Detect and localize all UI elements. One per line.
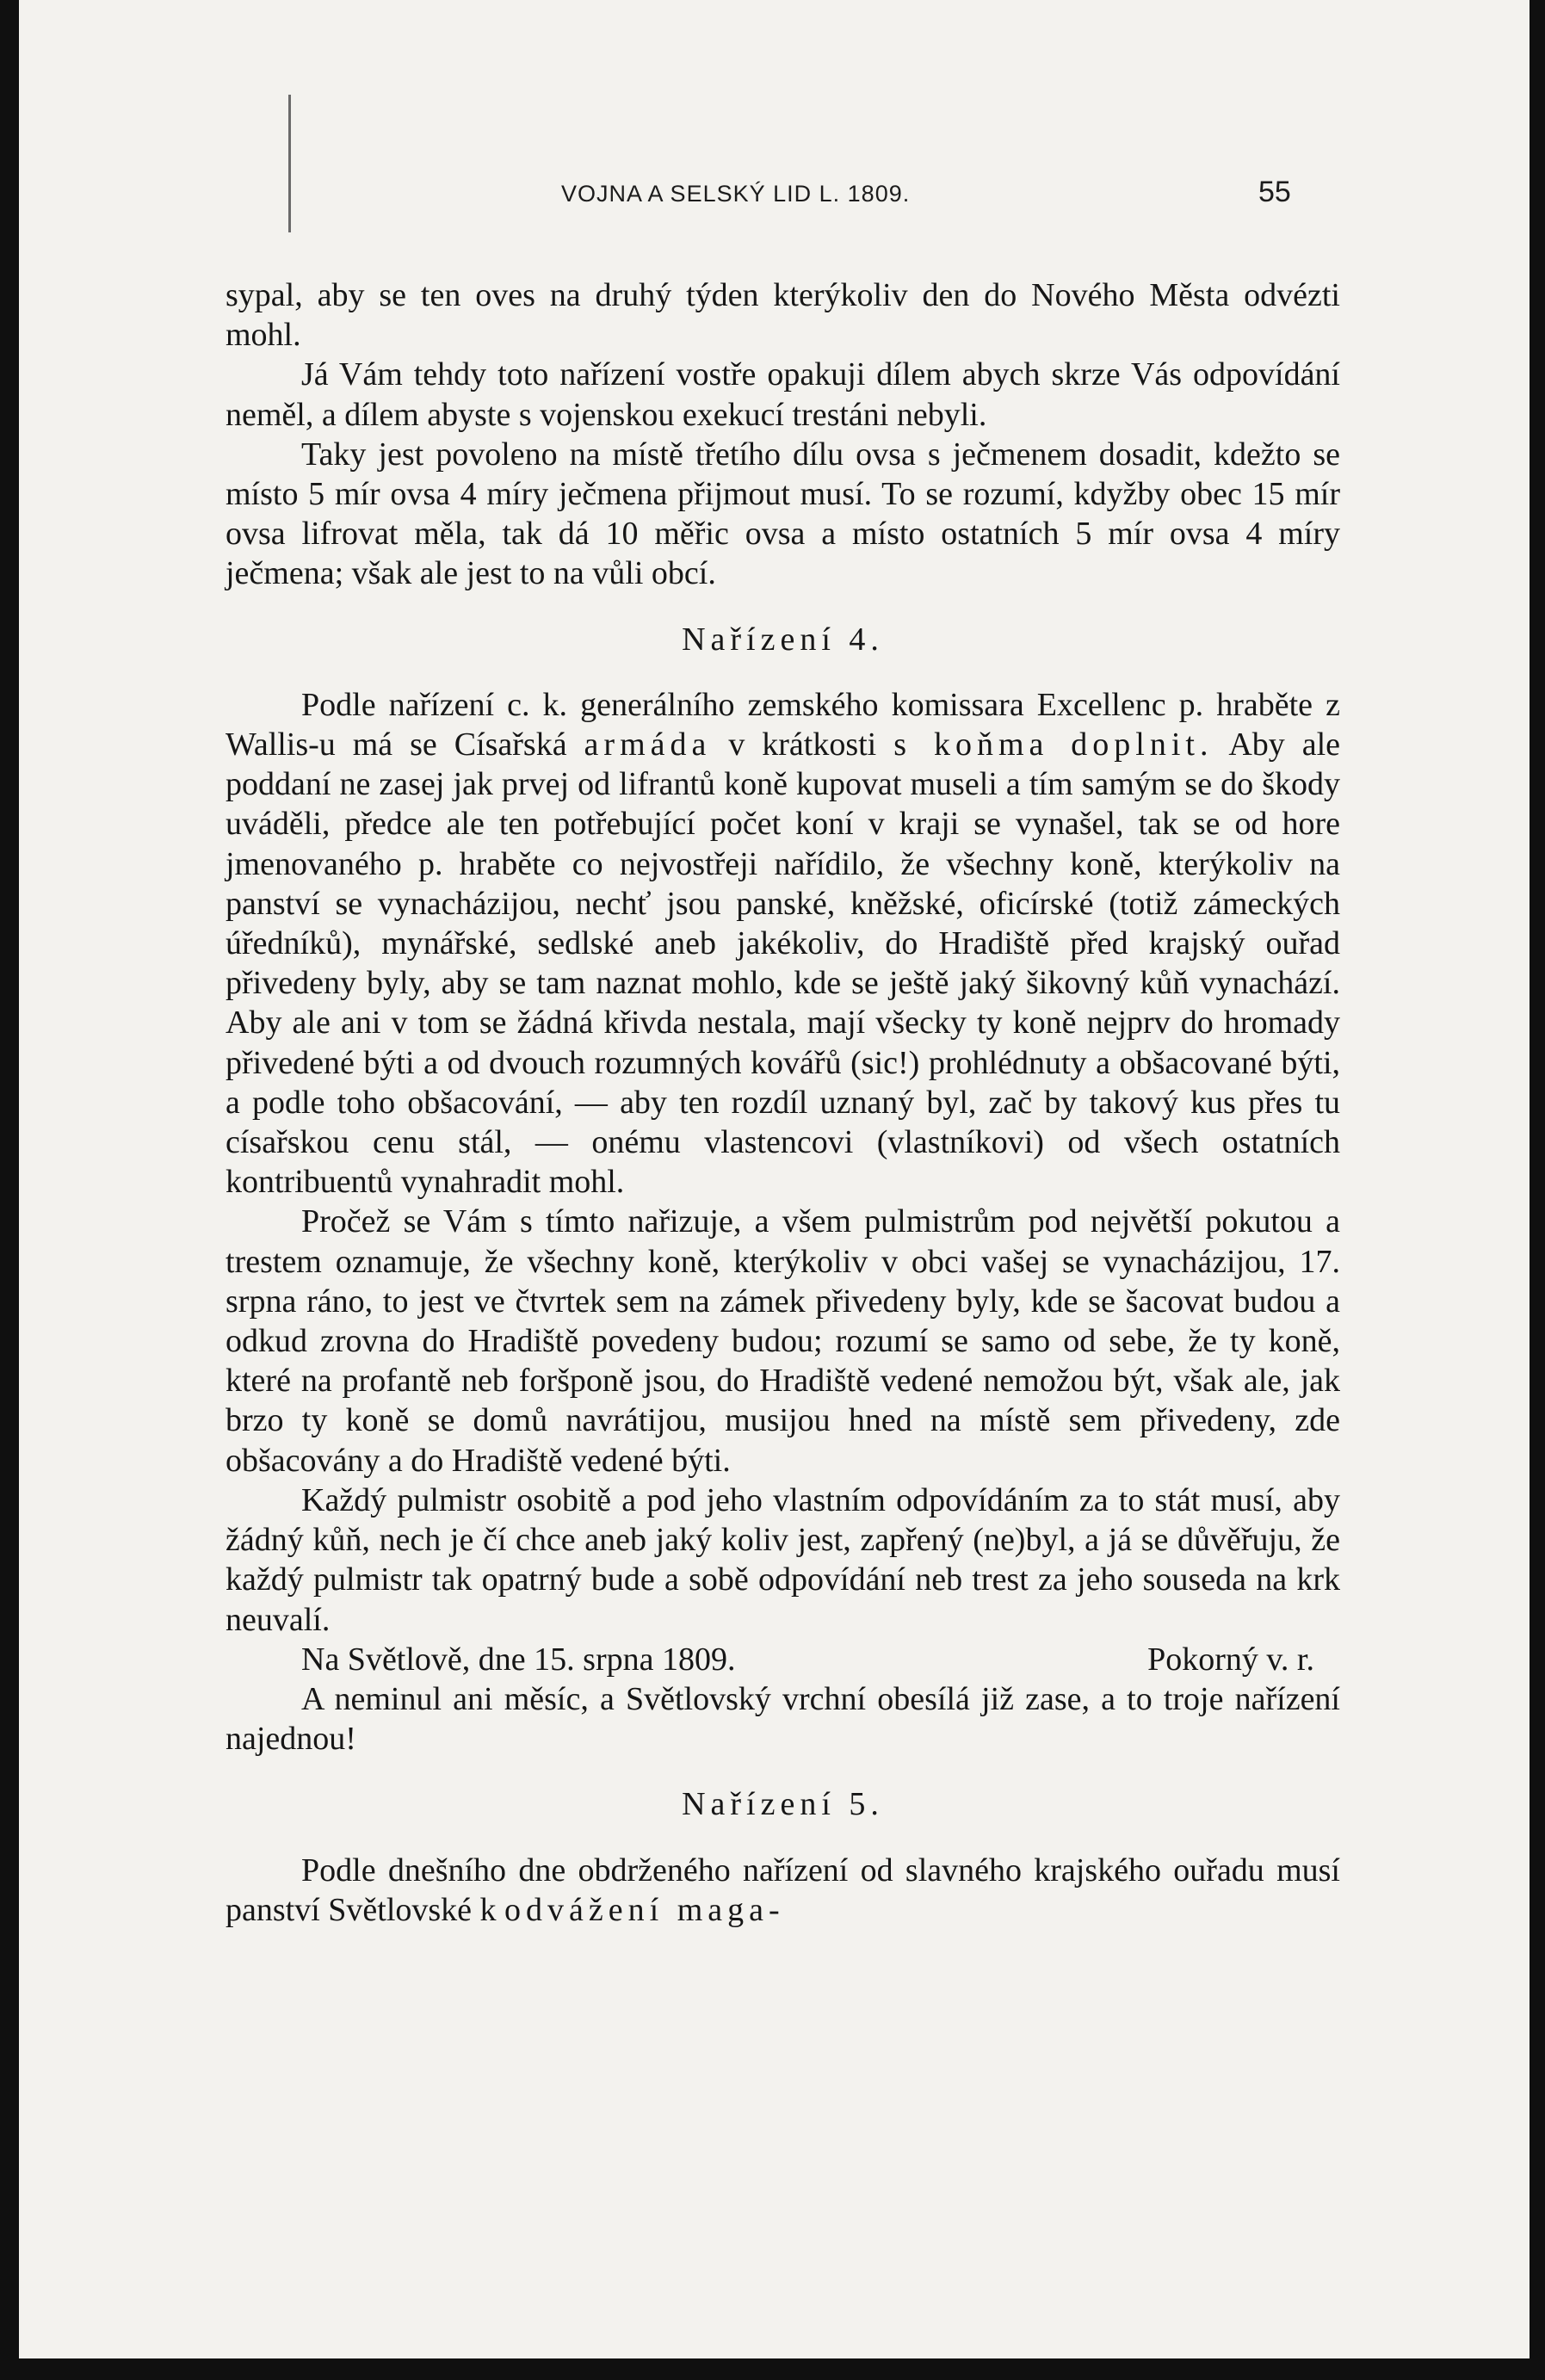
- paragraph-continuation: sypal, aby se ten oves na druhý týden kterýkoliv den do Nového Města odvézti mohl.: [226, 277, 1340, 354]
- paragraph: Taky jest povoleno na místě třetího dílu ovsa s ječmenem dosadit, kdežto se místo 5 mír ovsa 4 míry ječmena přijmout musí. To se rozumí, kdyžby obec 15 mír ovsa lifrovat měla, tak dá 10 měřic ovsa a místo ostatních 5 mír ovsa 4 míry ječmena; však ale jest to na vůli obcí.: [226, 436, 1340, 592]
- closing-line: [226, 1640, 1340, 1679]
- closing-place-date: Na Světlově, dne 15. srpna 1809.: [301, 1641, 736, 1678]
- section-heading-4: Nařízení 4.: [682, 621, 884, 658]
- paragraph: Já Vám tehdy toto nařízení vostře opakuji dílem abych skrze Vás odpovídání neměl, a dílem abyste s vojenskou exekucí trestáni nebyli.: [226, 356, 1340, 433]
- closing-signature: Pokorný v. r.: [1147, 1641, 1314, 1678]
- page-number: 55: [1258, 176, 1291, 208]
- paragraph-text: Podle nařízení c. k. generálního zemského komissara Excellenc p. hraběte z Wallis-u má se Císařská: [226, 686, 1340, 763]
- emphasized-text: armáda: [584, 726, 712, 763]
- paragraph: [226, 1851, 1340, 1930]
- emphasized-text: odvážení maga-: [504, 1891, 785, 1928]
- paragraph: Pročež se Vám s tímto nařizuje, a všem pulmistrům pod největší pokutou a trestem oznamuje, že všechny koně, kterýkoliv v obci vašej se vynacházijou, 17. srpna ráno, to jest ve čtvrtek sem na zámek přivedeny byly, kde se šacovat budou a odkud zrovna do Hradiště povedeny budou; rozumí se samo od sebe, že ty koně, které na profantě neb foršponě jsou, do Hradiště vedené nemožou být, však ale, jak brzo ty koně se domů navrátijou, musijou hned na místě sem přivedeny, zde obšacovány a do Hradiště vedené býti.: [226, 1203, 1340, 1479]
- paragraph-text: Aby ale poddaní ne zasej jak prvej od lifrantů koně kupovat museli a tím samým se do škody uváděli, předce ale ten potřebující počet koní v kraji se vynašel, tak se od hore jmenovaného p. hraběte co nejvostřeji nařídilo, že všechny koně, kterýkoliv na panství se vynacházijou, nechť jsou panské, kněžské, oficírské (totiž zámeckých úředníků), mynářské, sedlské aneb jakékoliv, do Hradiště před krajský ouřad přivedeny byly, aby se tam naznat mohlo, kde se ještě jaký šikovný kůň vynachází. Aby ale ani v tom se žádná křivda nestala, mají všecky ty koně nejprv do hromady přivedené býti a od dvouch rozumných kovářů (sic!) prohlédnuty a obšacované býti, a podle toho obšacování, — aby ten rozdíl uznaný byl, zač by takový kus přes tu císařskou cenu stál, — onému vlastencovi (vlastníkovi) od všech ostatních kontribuentů vynahradit mohl.: [226, 726, 1341, 1201]
- paragraph-text: Podle dnešního dne obdrženého nařízení od slavného krajského ouřadu musí panství Světlovské k: [226, 1851, 1340, 1928]
- paragraph: A neminul ani měsíc, a Světlovský vrchní obesílá již zase, a to troje nařízení najednou!: [226, 1680, 1340, 1758]
- section-heading-5: Nařízení 5.: [682, 1786, 884, 1823]
- paragraph: [226, 685, 1340, 1202]
- emphasized-text: s koňma doplnit.: [893, 726, 1214, 763]
- paragraph: Každý pulmistr osobitě a pod jeho vlastním odpovídáním za to stát musí, aby žádný kůň, nech je čí chce aneb jaký koliv jest, zapřený (ne)byl, a já se důvěřuju, že každý pulmistr tak opatrný bude a sobě odpovídání neb trest za jeho souseda na krk neuvalí.: [226, 1481, 1340, 1638]
- paragraph-text: v krátkosti: [728, 726, 877, 763]
- page: [19, 0, 1530, 2358]
- body-text: [226, 275, 1340, 1930]
- running-title: VOJNA A SELSKÝ LID L. 1809.: [561, 181, 911, 207]
- running-head: [19, 176, 1530, 215]
